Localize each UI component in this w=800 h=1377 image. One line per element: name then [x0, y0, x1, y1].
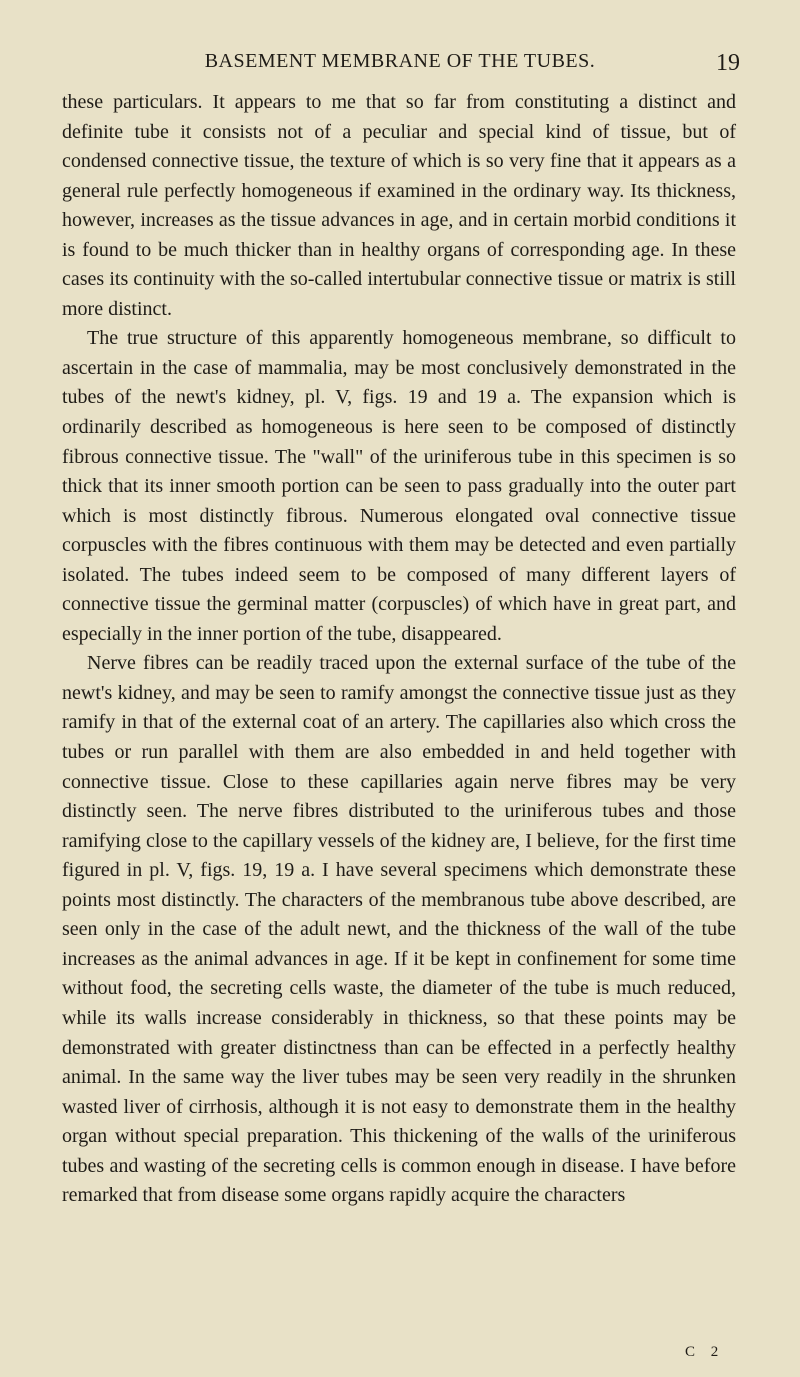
paragraph-3: Nerve fibres can be readily traced upon the external surface of the tube of the newt's kidney, and may be seen to ramify amongst the connective tissue just as they ramify in that of the external coat of an artery. The capillaries also which cross the tubes or run parallel with them are also embedded in and held together with connective tissue. Close to these capillaries again nerve fibres may be very distinctly seen. The nerve fibres distributed to the uriniferous tubes and those ramifying close to the capillary vessels of the kidney are, I believe, for the first time figured in pl. V, figs. 19, 19 a. I have several specimens which demonstrate these points most distinctly. The characters of the membranous tube above described, are seen only in the case of the adult newt, and the thickness of the wall of the tube increases as the animal advances in age. If it be kept in confinement for some time without food, the secreting cells waste, the diameter of the tube is much reduced, while its walls increase considerably in thickness, so that these points may be demonstrated with greater distinctness than can be effected in a perfectly healthy animal. In the same way the liver tubes may be seen very readily in the shrunken wasted liver of cirrhosis, although it is not easy to demonstrate them in the healthy organ without special preparation. This thickening of the walls of the uriniferous tubes and wasting of the secreting cells is common enough in disease. I have before remarked that from disease some organs rapidly acquire the characters	[62, 652, 736, 1207]
body-text	[62, 88, 736, 1211]
paragraph-2: The true structure of this apparently homogeneous membrane, so difficult to ascertain in the case of mammalia, may be most conclusively demonstrated in the tubes of the newt's kidney, pl. V, figs. 19 and 19 a. The expansion which is ordinarily described as homogeneous is here seen to be composed of distinctly fibrous connective tissue. The "wall" of the uriniferous tube in this specimen is so thick that its inner smooth portion can be seen to pass gradually into the outer part which is most distinctly fibrous. Numerous elongated oval connective tissue corpuscles with the fibres continuous with them may be detected and even partially isolated. The tubes indeed seem to be composed of many different layers of connective tissue the germinal matter (corpuscles) of which have in great part, and especially in the inner portion of the tube, disappeared.	[62, 327, 736, 645]
page-number: 19	[716, 50, 740, 76]
page-header	[80, 50, 740, 80]
paragraph-1: these particulars. It appears to me that so far from constituting a distinct and definite tube it consists not of a peculiar and special kind of tissue, but of condensed connective tissue, the texture of which is so very fine that it appears as a general rule perfectly homogeneous if examined in the ordinary way. Its thickness, however, increases as the tissue advances in age, and in certain morbid conditions it is found to be much thicker than in healthy organs of corresponding age. In these cases its continuity with the so-called intertubular connective tissue or matrix is still more distinct.	[62, 91, 736, 320]
running-head: BASEMENT MEMBRANE OF THE TUBES.	[204, 50, 596, 72]
signature-mark: C 2	[685, 1344, 725, 1360]
